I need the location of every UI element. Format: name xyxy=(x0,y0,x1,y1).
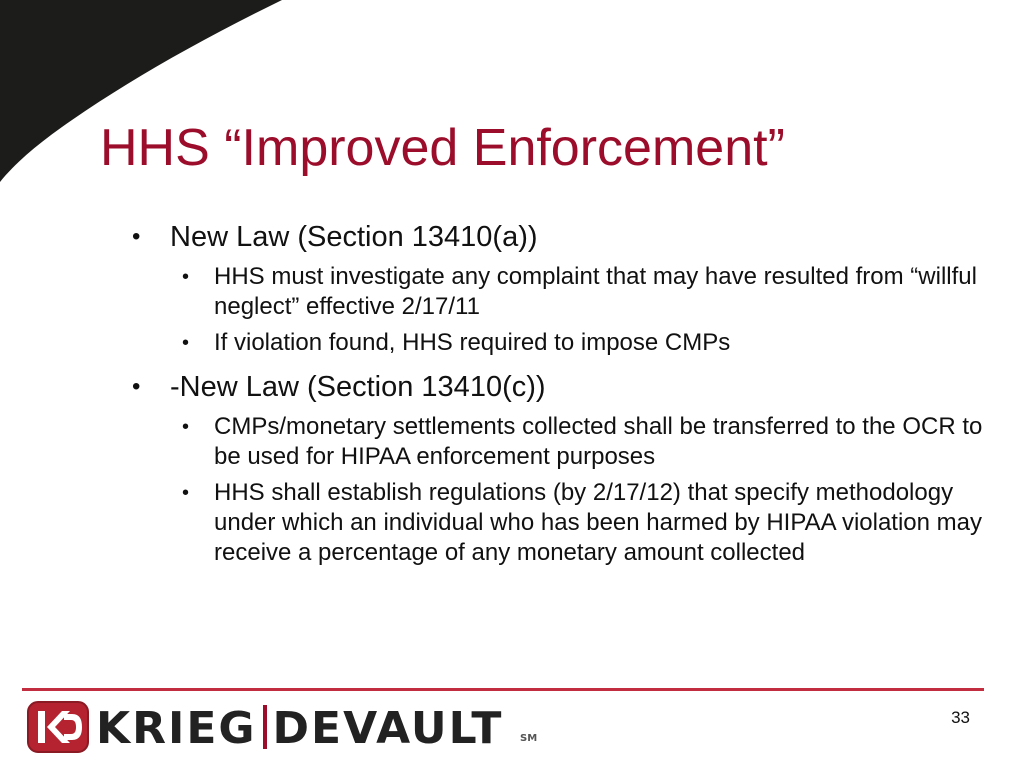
page-number: 33 xyxy=(951,708,970,727)
kd-monogram-icon xyxy=(26,700,90,754)
bullet-item xyxy=(130,368,990,406)
logo-word-krieg: KRIEG xyxy=(96,703,257,754)
sub-bullet-item xyxy=(130,478,990,568)
sub-bullet-text: If violation found, HHS required to impose CMPs xyxy=(214,329,731,356)
sub-bullet-text: HHS shall establish regulations (by 2/17/12) that specify methodology under which an individual who has been harmed by HIPAA violation may receive a percentage of any monetary amount collected xyxy=(214,479,982,566)
sub-bullet-item xyxy=(130,412,990,472)
sub-bullet-item xyxy=(130,262,990,322)
company-logo-wordmark xyxy=(96,703,503,755)
logo-word-devault: DEVAULT xyxy=(272,703,504,754)
bullet-text: New Law (Section 13410(a)) xyxy=(170,221,538,253)
logo-separator xyxy=(263,705,267,749)
bullet-list xyxy=(130,218,990,574)
bullet-dot: • xyxy=(182,332,190,354)
sub-bullet-text: CMPs/monetary settlements collected shall be transferred to the OCR to be used for HIPAA enforcement purposes xyxy=(214,413,983,470)
footer-divider xyxy=(22,688,984,691)
bullet-item xyxy=(130,218,990,256)
service-mark: SM xyxy=(520,733,538,744)
bullet-dot: • xyxy=(132,373,141,400)
bullet-dot: • xyxy=(132,223,141,250)
slide-title: HHS “Improved Enforcement” xyxy=(100,119,785,177)
bullet-dot: • xyxy=(182,266,190,288)
bullet-dot: • xyxy=(182,482,190,504)
sub-bullet-text: HHS must investigate any complaint that may have resulted from “willful neglect” effective 2/17/11 xyxy=(214,263,977,320)
sub-bullet-item xyxy=(130,328,990,358)
bullet-text: -New Law (Section 13410(c)) xyxy=(170,371,546,403)
bullet-dot: • xyxy=(182,416,190,438)
